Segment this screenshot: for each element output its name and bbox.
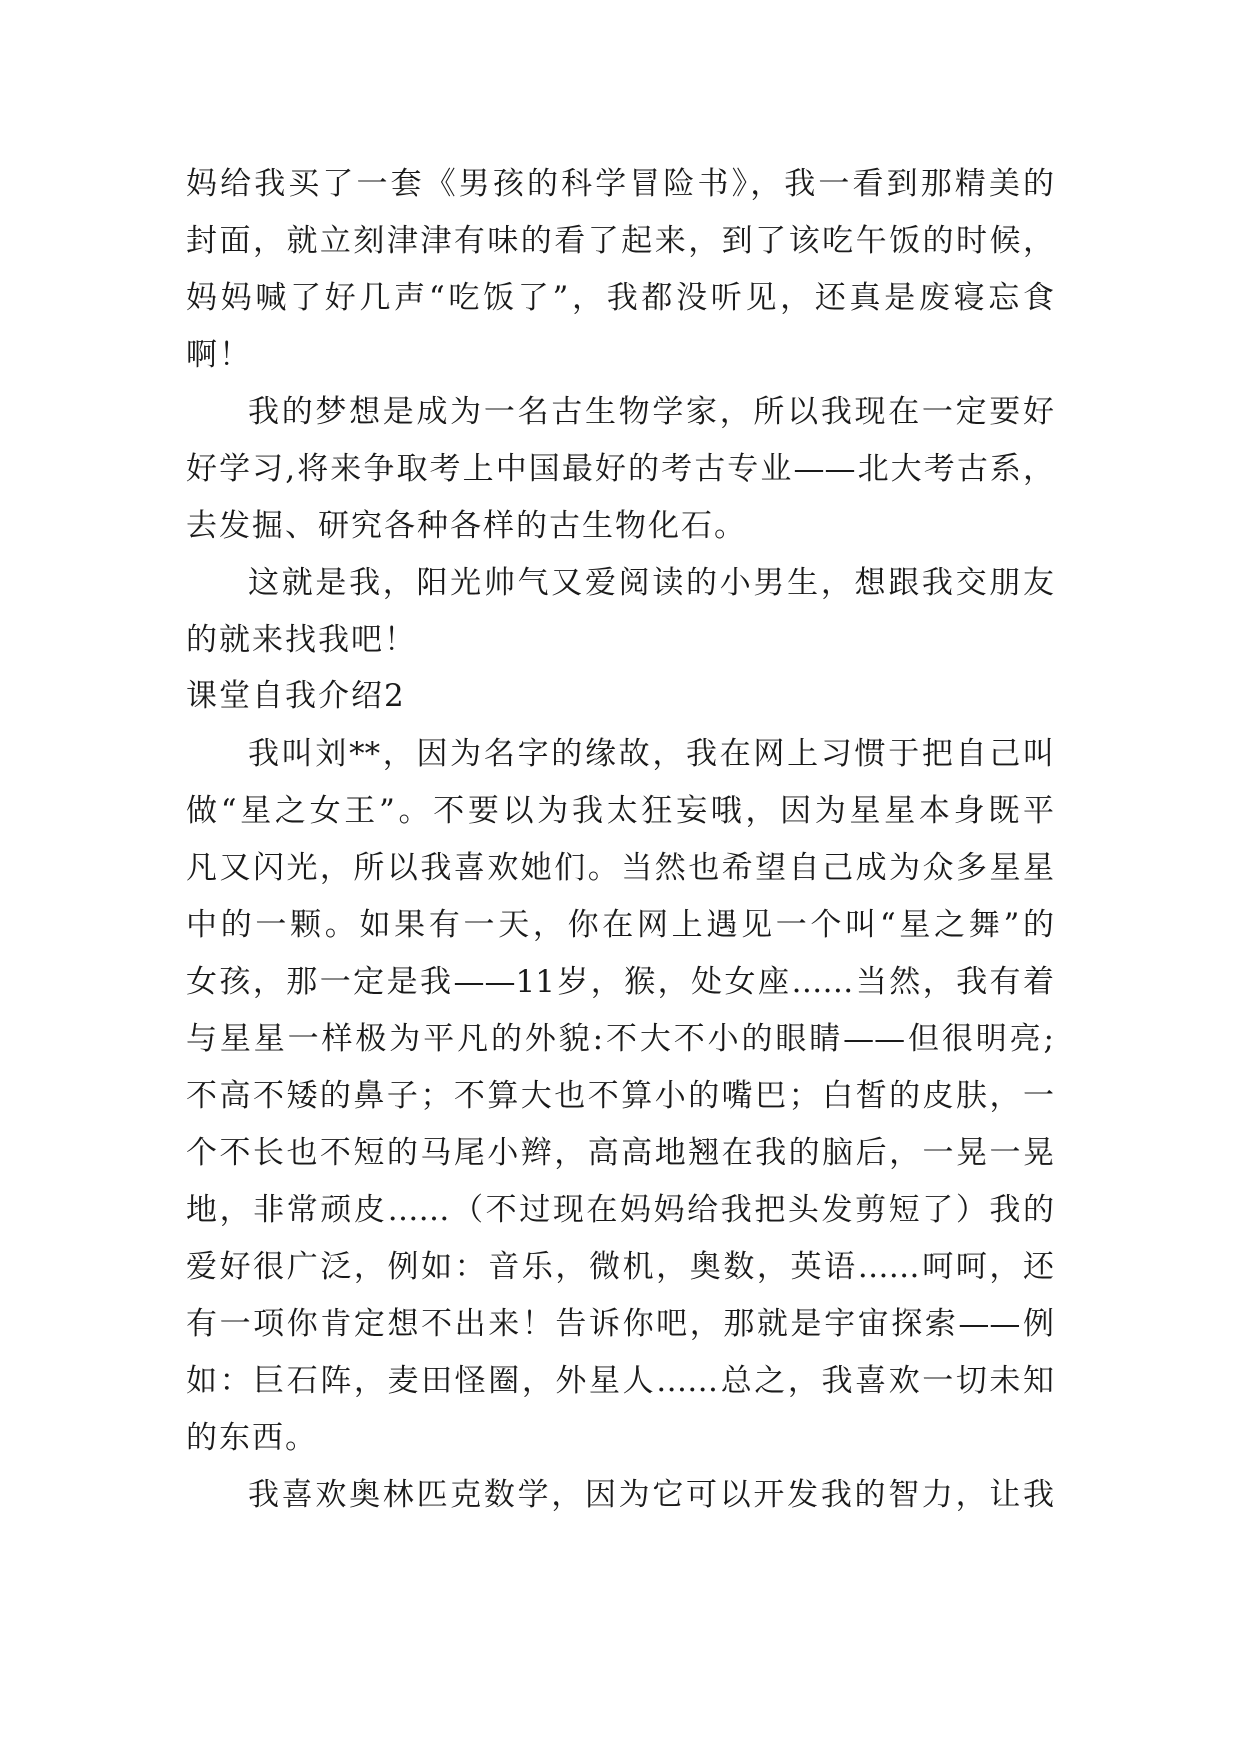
paragraph-line: 凡又闪光，所以我喜欢她们。当然也希望自己成为众多星星 — [186, 850, 1054, 886]
paragraph-line: 不高不矮的鼻子；不算大也不算小的嘴巴；白皙的皮肤，一 — [186, 1078, 1054, 1114]
paragraph-line: 去发掘、研究各种各样的古生物化石。 — [186, 508, 747, 544]
paragraph-line: 妈给我买了一套《男孩的科学冒险书》，我一看到那精美的 — [186, 166, 1054, 202]
paragraph-line: 我叫刘**，因为名字的缘故，我在网上习惯于把自己叫 — [248, 736, 1054, 772]
paragraph-line: 我的梦想是成为一名古生物学家，所以我现在一定要好 — [248, 394, 1054, 430]
paragraph-line: 地，非常顽皮……（不过现在妈妈给我把头发剪短了）我的 — [186, 1192, 1054, 1228]
section-heading: 课堂自我介绍2 — [186, 678, 406, 714]
paragraph-line: 好学习,将来争取考上中国最好的考古专业——北大考古系， — [186, 451, 1054, 487]
paragraph-line: 中的一颗。如果有一天，你在网上遇见一个叫“星之舞”的 — [186, 907, 1054, 943]
paragraph-line: 的东西。 — [186, 1420, 318, 1456]
paragraph-line: 封面，就立刻津津有味的看了起来，到了该吃午饭的时候， — [186, 223, 1054, 259]
paragraph-line: 如：巨石阵，麦田怪圈，外星人……总之，我喜欢一切未知 — [186, 1363, 1054, 1399]
paragraph-line: 我喜欢奥林匹克数学，因为它可以开发我的智力，让我 — [248, 1477, 1054, 1513]
paragraph-line: 的就来找我吧！ — [186, 622, 417, 658]
paragraph-line: 妈妈喊了好几声“吃饭了”，我都没听见，还真是废寝忘食 — [186, 280, 1054, 316]
paragraph-line: 有一项你肯定想不出来！告诉你吧，那就是宇宙探索——例 — [186, 1306, 1054, 1342]
paragraph-line: 做“星之女王”。不要以为我太狂妄哦，因为星星本身既平 — [186, 793, 1054, 829]
paragraph-line: 女孩，那一定是我——11岁，猴，处女座……当然，我有着 — [186, 964, 1054, 1000]
paragraph-line: 与星星一样极为平凡的外貌:不大不小的眼睛——但很明亮; — [186, 1021, 1054, 1057]
paragraph-line: 啊！ — [186, 337, 252, 373]
paragraph-line: 这就是我，阳光帅气又爱阅读的小男生，想跟我交朋友 — [248, 565, 1054, 601]
paragraph-line: 爱好很广泛，例如：音乐，微机，奥数，英语……呵呵，还 — [186, 1249, 1054, 1285]
paragraph-line: 个不长也不短的马尾小辫，高高地翘在我的脑后，一晃一晃 — [186, 1135, 1054, 1171]
